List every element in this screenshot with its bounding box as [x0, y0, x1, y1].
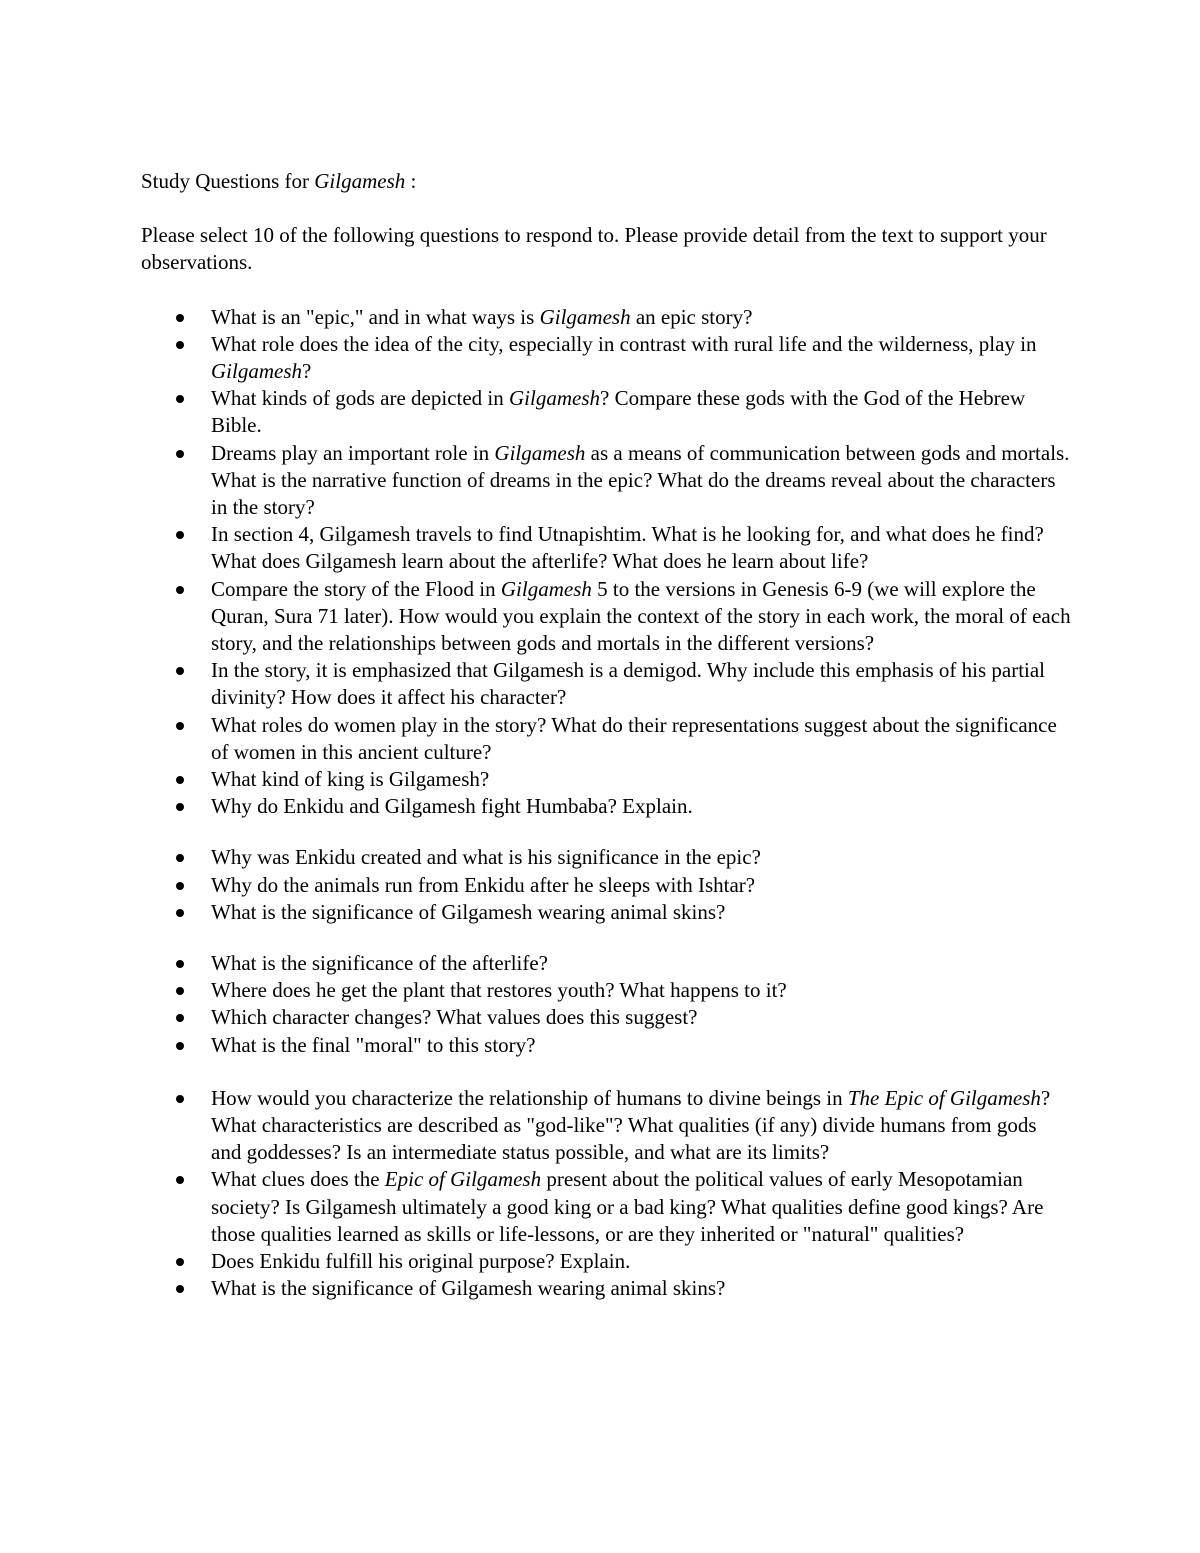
question-text: Which character changes? What values does this suggest? [211, 1005, 698, 1030]
question-text: as a means of communication between gods and mortals. What is the narrative function of dreams in the epic? What do the dreams reveal about the characters in the story? [211, 440, 1070, 520]
question-italic-text: The Epic of Gilgamesh [847, 1085, 1041, 1110]
question-item [211, 1085, 1071, 1167]
question-item [211, 576, 1071, 658]
question-text: What kind of king is Gilgamesh? [211, 767, 490, 792]
bullet-icon [176, 1042, 184, 1050]
question-italic-text: Gilgamesh [539, 304, 631, 329]
question-item [211, 385, 1071, 439]
question-text: In the story, it is emphasized that Gilgamesh is a demigod. Why include this emphasis of his partial divinity? How does it affect his character? [211, 658, 1046, 710]
question-text: ? Compare these gods with the God of the Hebrew Bible. [211, 386, 1026, 438]
question-text: Compare the story of the Flood in [211, 576, 501, 601]
question-text: In section 4, Gilgamesh travels to find Utnapishtim. What is he looking for, and what does he find? What does Gilgamesh learn about the afterlife? What does he learn about life? [211, 522, 1044, 574]
title-prefix: Study Questions for [141, 169, 315, 193]
bullet-icon [176, 909, 184, 917]
question-item [211, 766, 1071, 793]
question-item [211, 1275, 1071, 1302]
question-text: What is an "epic," and in what ways is [211, 304, 540, 329]
question-item [211, 844, 1071, 871]
question-italic-text: Epic of Gilgamesh [384, 1167, 542, 1192]
question-item [211, 1166, 1071, 1248]
title-italic: Gilgamesh [314, 169, 406, 193]
bullet-icon [176, 341, 184, 349]
question-item [211, 440, 1071, 522]
question-text: What is the significance of the afterlife? [211, 951, 549, 976]
question-item [211, 304, 1071, 331]
question-italic-text: Gilgamesh [509, 386, 600, 411]
bullet-icon [176, 722, 184, 730]
bullet-icon [176, 395, 184, 403]
question-italic-text: Gilgamesh [494, 440, 586, 465]
question-text: What clues does the [211, 1167, 385, 1192]
question-group [141, 844, 1071, 926]
question-text: Why was Enkidu created and what is his significance in the epic? [211, 845, 761, 870]
bullet-icon [176, 882, 184, 890]
question-text: Does Enkidu fulfill his original purpose? Explain. [211, 1249, 631, 1274]
document-body [141, 168, 1071, 1303]
question-text: What roles do women play in the story? What do their representations suggest about the significance of women in this ancient culture? [211, 712, 1057, 764]
bullet-icon [176, 450, 184, 458]
question-text: What is the significance of Gilgamesh wearing animal skins? [211, 899, 726, 924]
question-italic-text: Gilgamesh [500, 576, 592, 601]
question-item [211, 899, 1071, 926]
bullet-icon [176, 314, 184, 322]
question-item [211, 872, 1071, 899]
question-item [211, 977, 1071, 1004]
question-group [141, 304, 1071, 821]
question-text: ? [302, 359, 312, 383]
question-item [211, 950, 1071, 977]
bullet-icon [176, 667, 184, 675]
instructions-paragraph: Please select 10 of the following questions to respond to. Please provide detail from the text to support your observations. [141, 223, 1047, 275]
bullet-icon [176, 1014, 184, 1022]
question-italic-text: Gilgamesh [211, 359, 302, 383]
question-item [211, 331, 1071, 385]
question-text: Where does he get the plant that restores youth? What happens to it? [211, 978, 787, 1003]
bullet-icon [176, 1176, 184, 1184]
question-list [141, 304, 1071, 1303]
question-text: What is the final "moral" to this story? [211, 1032, 536, 1057]
question-text: What kinds of gods are depicted in [211, 386, 509, 411]
question-group [141, 1085, 1071, 1303]
question-text: Why do the animals run from Enkidu after he sleeps with Ishtar? [211, 872, 756, 897]
bullet-icon [176, 531, 184, 539]
question-item [211, 1248, 1071, 1275]
bullet-icon [176, 586, 184, 594]
bullet-icon [176, 960, 184, 968]
question-item [211, 657, 1071, 711]
bullet-icon [176, 1285, 184, 1293]
title-suffix: : [405, 169, 417, 193]
bullet-icon [176, 1095, 184, 1103]
question-text: present about the political values of early Mesopotamian society? Is Gilgamesh ultimately a good king or a bad king? What qualities define good kings? Are those qualities learned as skills or life-lessons, or are they inherited or "natural" qualities? [211, 1167, 1044, 1246]
bullet-icon [176, 854, 184, 862]
question-item [211, 1004, 1071, 1031]
question-text: 5 to the versions in Genesis 6-9 (we will explore the Quran, Sura 71 later). How would you explain the context of the story in each work, the moral of each story, and the relationships between gods and mortals in the different versions? [211, 576, 1071, 656]
bullet-icon [176, 776, 184, 784]
question-text: ? What characteristics are described as "god-like"? What qualities (if any) divide humans from gods and goddesses? Is an intermediate status possible, and what are its limits? [211, 1085, 1051, 1165]
question-text: an epic story? [630, 304, 753, 329]
bullet-icon [176, 803, 184, 811]
question-text: Dreams play an important role in [211, 440, 495, 465]
question-text: What role does the idea of the city, especially in contrast with rural life and the wilderness, play in [211, 331, 1037, 356]
question-text: How would you characterize the relationship of humans to divine beings in [211, 1085, 848, 1110]
question-item [211, 1032, 1071, 1059]
question-item [211, 712, 1071, 766]
document-title [141, 168, 1071, 195]
question-item [211, 521, 1071, 575]
question-text: Why do Enkidu and Gilgamesh fight Humbaba? Explain. [211, 794, 693, 819]
bullet-icon [176, 1258, 184, 1266]
bullet-icon [176, 987, 184, 995]
question-text: What is the significance of Gilgamesh wearing animal skins? [211, 1276, 726, 1301]
question-group [141, 950, 1071, 1059]
question-item [211, 793, 1071, 820]
